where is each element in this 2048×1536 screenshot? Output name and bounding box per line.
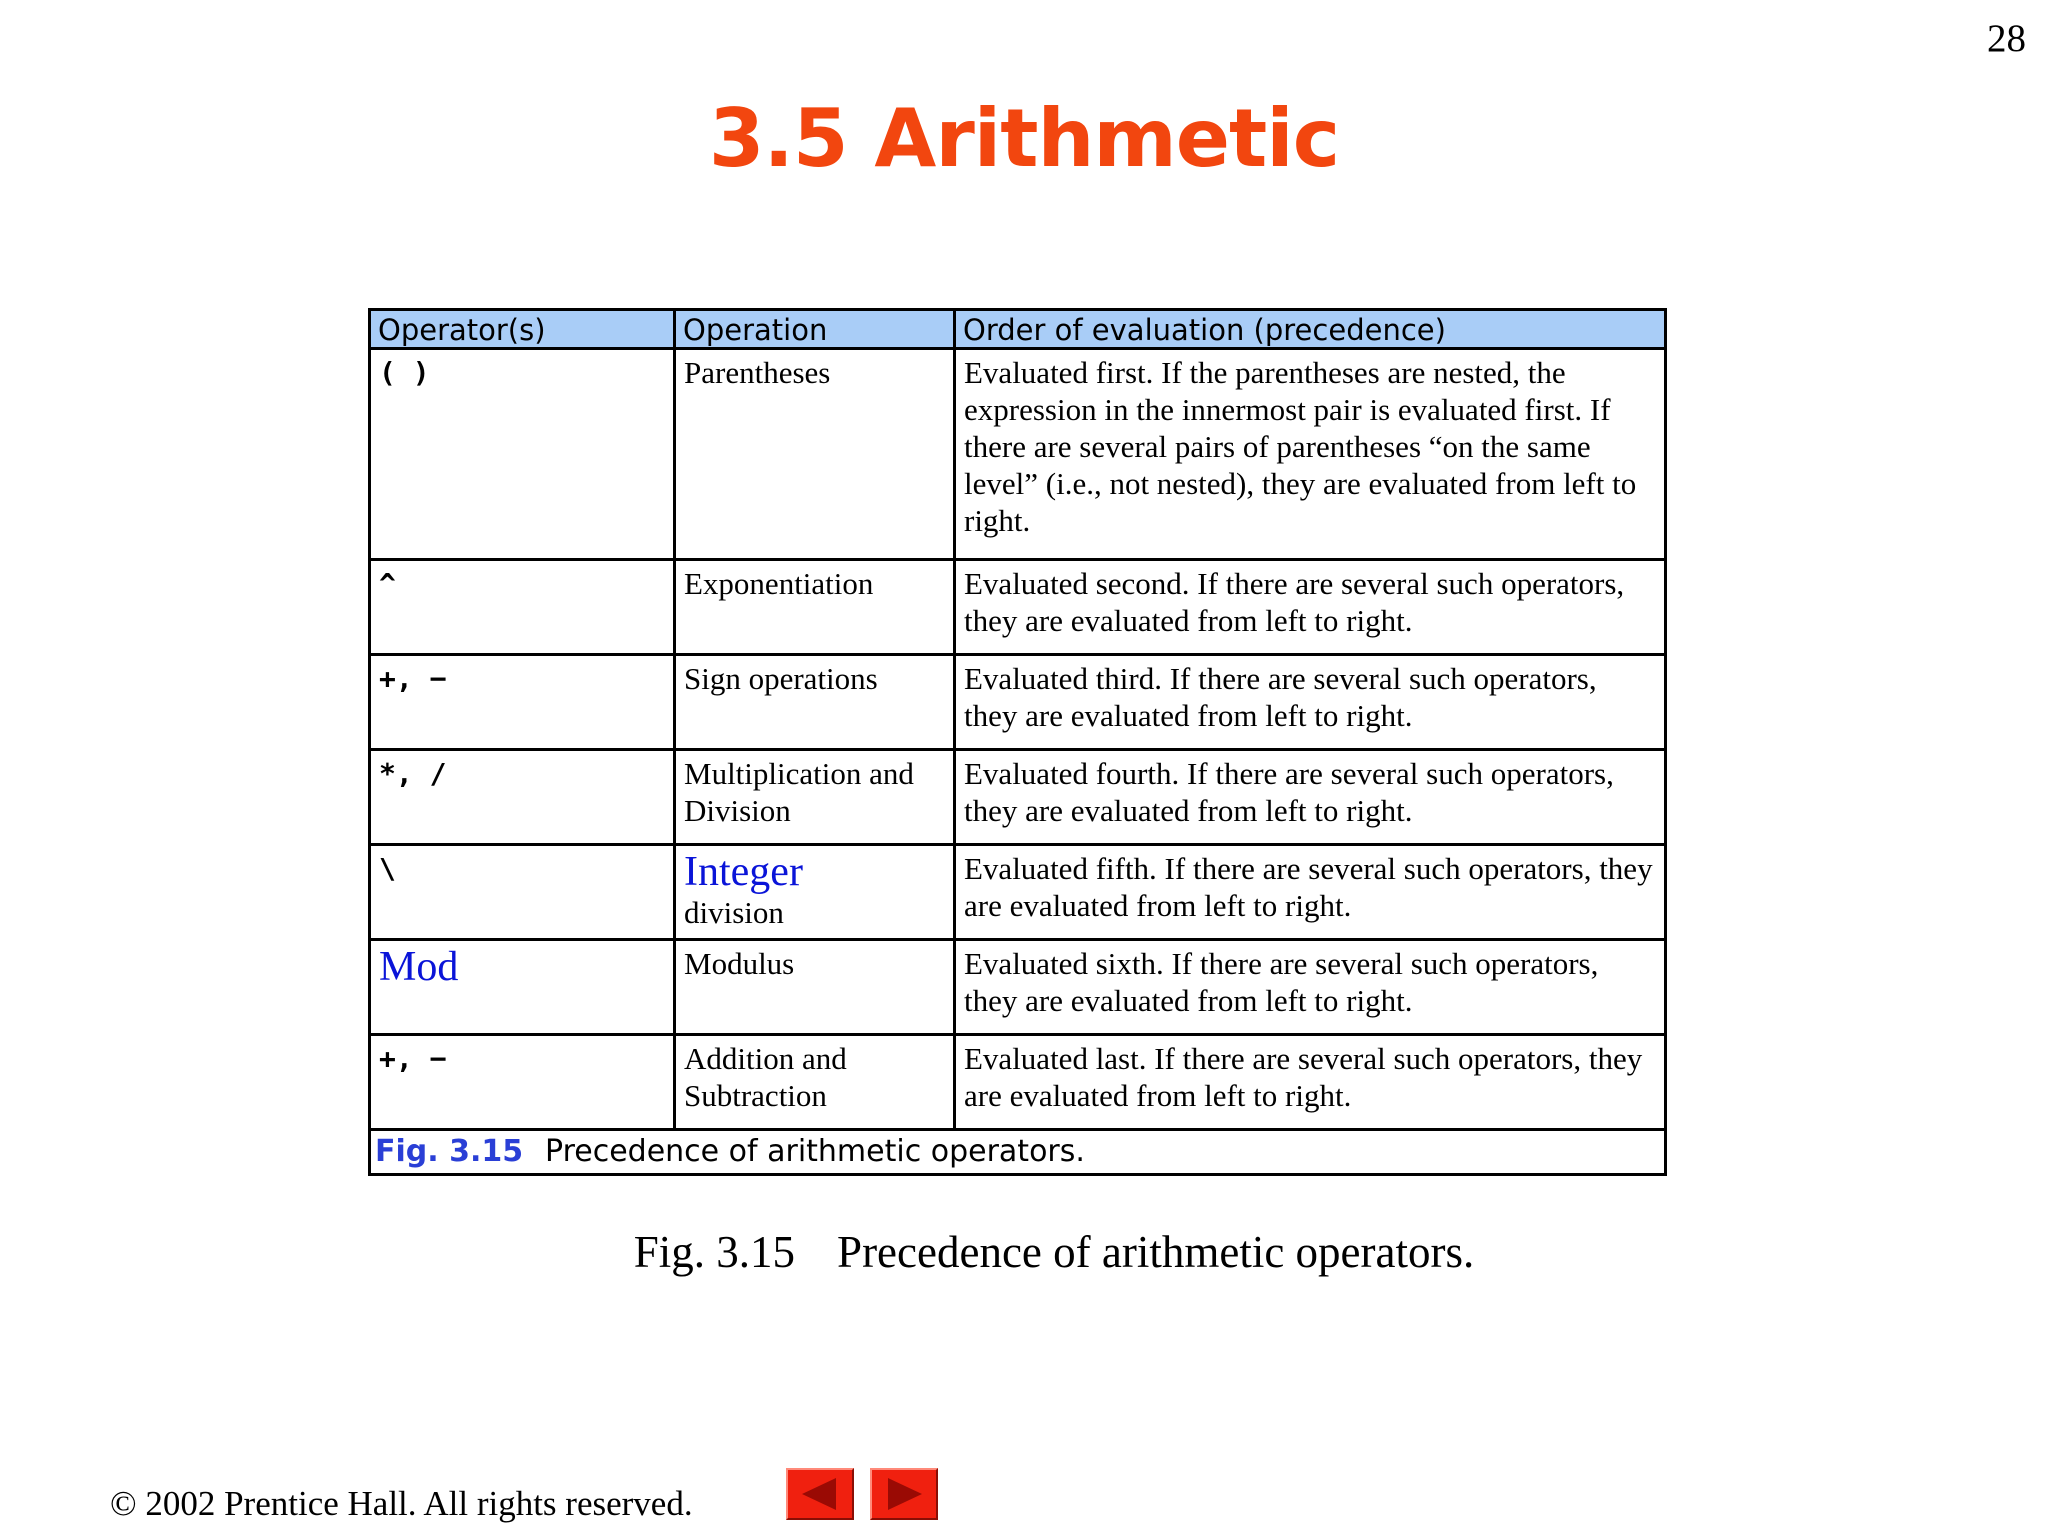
table-row — [370, 940, 1666, 1035]
order-cell: Evaluated last. If there are several such operators, they are evaluated from left to right. — [955, 1035, 1666, 1130]
previous-slide-button[interactable] — [786, 1468, 854, 1520]
figure-number: Fig. 3.15 — [633, 1227, 796, 1277]
left-arrow-icon — [788, 1470, 852, 1518]
operation-highlight: Integer — [684, 849, 803, 895]
next-slide-button[interactable] — [870, 1468, 938, 1520]
page-number: 28 — [1987, 17, 2026, 60]
operator-cell: \ — [370, 845, 675, 940]
figure-caption — [0, 1226, 2048, 1278]
precedence-table — [368, 308, 1667, 1176]
right-arrow-icon — [872, 1470, 936, 1518]
table-row — [370, 560, 1666, 655]
order-cell: Evaluated fifth. If there are several such operators, they are evaluated from left to right. — [955, 845, 1666, 940]
operation-cell: Addition and Subtraction — [675, 1035, 955, 1130]
operation-cell: Sign operations — [675, 655, 955, 750]
table-header-row — [370, 310, 1666, 349]
table-row — [370, 845, 1666, 940]
operator-cell: ^ — [370, 560, 675, 655]
operation-cell — [675, 845, 955, 940]
operation-cell: Modulus — [675, 940, 955, 1035]
copyright-notice: © 2002 Prentice Hall. All rights reserved. — [110, 1484, 693, 1523]
table-figure-number: Fig. 3.15 — [375, 1134, 524, 1169]
header-operation: Operation — [675, 310, 955, 349]
operator-cell: Mod — [370, 940, 675, 1035]
table-row — [370, 349, 1666, 560]
order-cell: Evaluated first. If the parentheses are nested, the expression in the innermost pair is evaluated first. If there are several pairs of parentheses “on the same level” (i.e., not nested), they are evaluated from left to right. — [955, 349, 1666, 560]
operator-cell: ( ) — [370, 349, 675, 560]
table-figure-text: Precedence of arithmetic operators. — [545, 1134, 1085, 1169]
figure-caption-text: Precedence of arithmetic operators. — [837, 1227, 1475, 1277]
table-row — [370, 750, 1666, 845]
table-row — [370, 655, 1666, 750]
operation-line2: division — [684, 895, 784, 930]
header-order: Order of evaluation (precedence) — [955, 310, 1666, 349]
operator-cell: +, − — [370, 1035, 675, 1130]
operator-cell: *, / — [370, 750, 675, 845]
table-figure-row — [370, 1130, 1666, 1175]
slide-title: 3.5 Arithmetic — [708, 92, 1340, 185]
table-row — [370, 1035, 1666, 1130]
table-figure-caption — [370, 1130, 1666, 1175]
order-cell: Evaluated second. If there are several such operators, they are evaluated from left to right. — [955, 560, 1666, 655]
operation-cell: Exponentiation — [675, 560, 955, 655]
header-operators: Operator(s) — [370, 310, 675, 349]
operation-cell: Parentheses — [675, 349, 955, 560]
operation-cell: Multiplication and Division — [675, 750, 955, 845]
order-cell: Evaluated fourth. If there are several such operators, they are evaluated from left to right. — [955, 750, 1666, 845]
operator-cell: +, − — [370, 655, 675, 750]
order-cell: Evaluated third. If there are several such operators, they are evaluated from left to right. — [955, 655, 1666, 750]
order-cell: Evaluated sixth. If there are several such operators, they are evaluated from left to right. — [955, 940, 1666, 1035]
